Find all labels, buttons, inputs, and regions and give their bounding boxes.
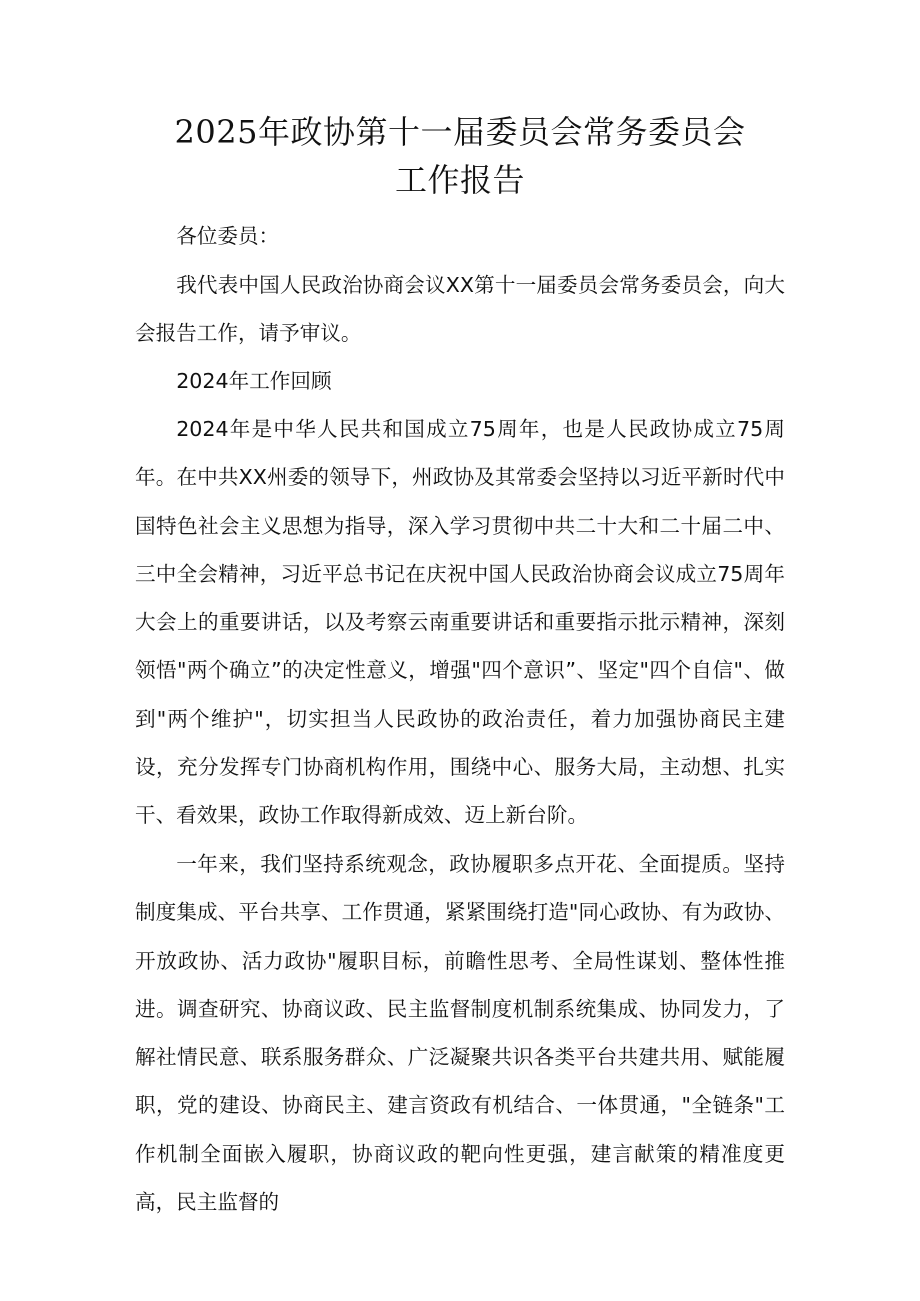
document-title-line-2: 工作报告 — [394, 161, 525, 199]
year-summary-paragraph: 一年来，我们坚持系统观念，政协履职多点开花、全面提质。坚持制度集成、平台共享、工作贯通，紧紧围绕打造"同心政协、有为政协、开放政协、活力政协"履职目标，前瞻性思考、全局性谋划、整体性推进。调查研究、协商议政、民主监督制度机制系统集成、协同发力，了解社情民意、联系服务群众、广泛凝聚共识各类平台共建共用、赋能履职，党的建设、协商民主、建言资政有机结合、一体贯通，"全链条"工作机制全面嵌入履职，协商议政的靶向性更强，建言献策的精准度更高，民主监督的 — [135, 852, 785, 1215]
salutation: 各位委员： — [176, 224, 280, 248]
document-title-line-1: 2025年政协第十一届委员会常务委员会 — [174, 113, 746, 151]
section-heading: 2024年工作回顾 — [176, 369, 332, 393]
intro-paragraph: 我代表中国人民政治协商会议XX第十一届委员会常务委员会，向大会报告工作，请予审议。 — [135, 273, 785, 346]
review-paragraph: 2024年是中华人民共和国成立75周年，也是人民政协成立75周年。在中共XX州委的领导下，州政协及其常委会坚持以习近平新时代中国特色社会主义思想为指导，深入学习贯彻中共二十大和二十届二中、三中全会精神，习近平总书记在庆祝中国人民政治协商会议成立75周年大会上的重要讲话，以及考察云南重要讲话和重要指示批示精神，深刻领悟"两个确立”的决定性意义，增强"四个意识”、坚定"四个自信"、做到"两个维护"，切实担当人民政协的政治责任，着力加强协商民主建设，充分发挥专门协商机构作用，围绕中心、服务大局，主动想、扎实干、看效果，政协工作取得新成效、迈上新台阶。 — [135, 417, 785, 828]
